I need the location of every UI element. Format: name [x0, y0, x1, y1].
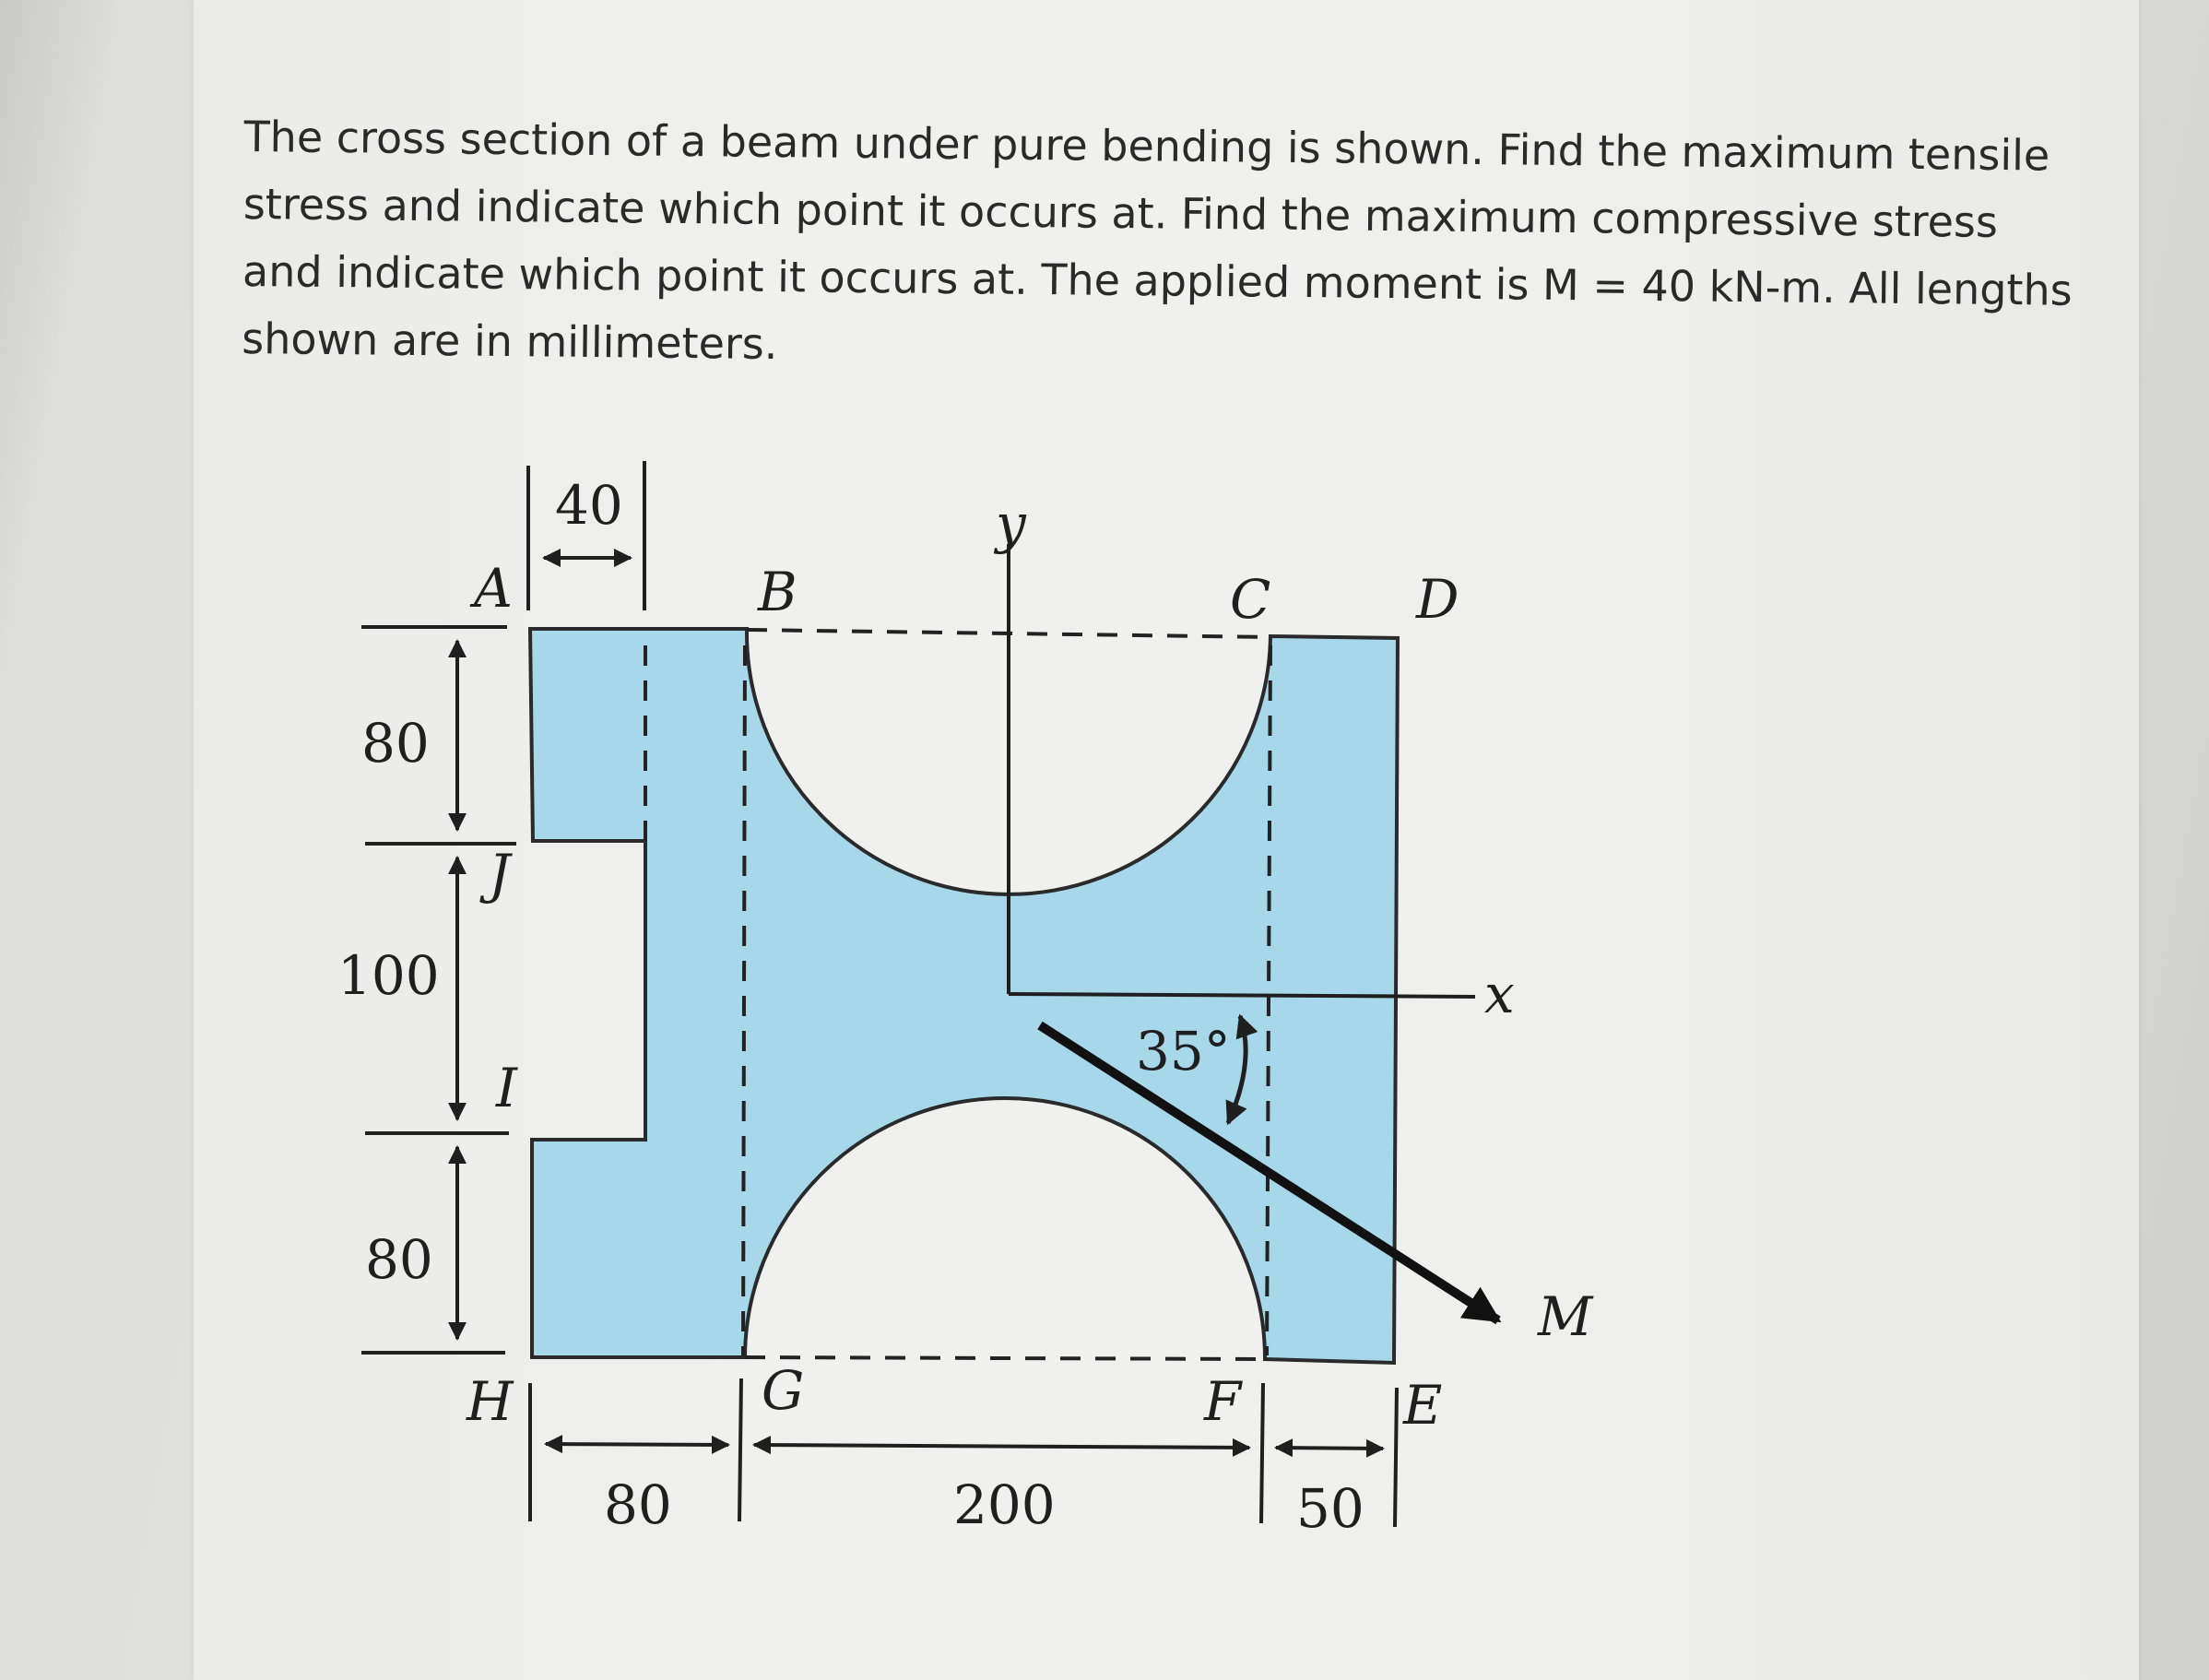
dimension-bottom-left-label: 80 [604, 1473, 672, 1536]
point-E-label: E [1403, 1374, 1443, 1437]
angle-label: 35° [1136, 1020, 1231, 1083]
dimension-bottom-right-label: 50 [1296, 1477, 1364, 1540]
dimension-top-width-label: 40 [555, 474, 623, 537]
point-I-label: I [496, 1057, 517, 1119]
x-axis-label: x [1484, 963, 1515, 1025]
point-A-label: A [474, 557, 513, 620]
point-B-label: B [758, 561, 797, 623]
moment-label: M [1538, 1285, 1593, 1348]
point-F-label: F [1204, 1370, 1242, 1433]
point-D-label: D [1416, 568, 1459, 631]
point-G-label: G [762, 1359, 805, 1422]
y-axis-label: y [996, 492, 1026, 555]
dimension-bottom-mid-label: 200 [953, 1473, 1056, 1536]
dimension-left-top-label: 80 [361, 712, 430, 775]
point-J-label: J [489, 843, 511, 905]
dimension-left-mid-label: 100 [337, 944, 440, 1007]
point-H-label: H [467, 1370, 514, 1433]
question-text: The cross section of a beam under pure bending is shown. Find the maximum tensile stress and indicate which point it occurs at. Find the maximum compressive stress and indicate which point it occurs at. The applied moment is M = 40 kN-m. All lengths shown are in millimeters. [242, 111, 2073, 370]
point-C-label: C [1230, 568, 1271, 631]
dimension-left-bottom-label: 80 [365, 1228, 433, 1291]
